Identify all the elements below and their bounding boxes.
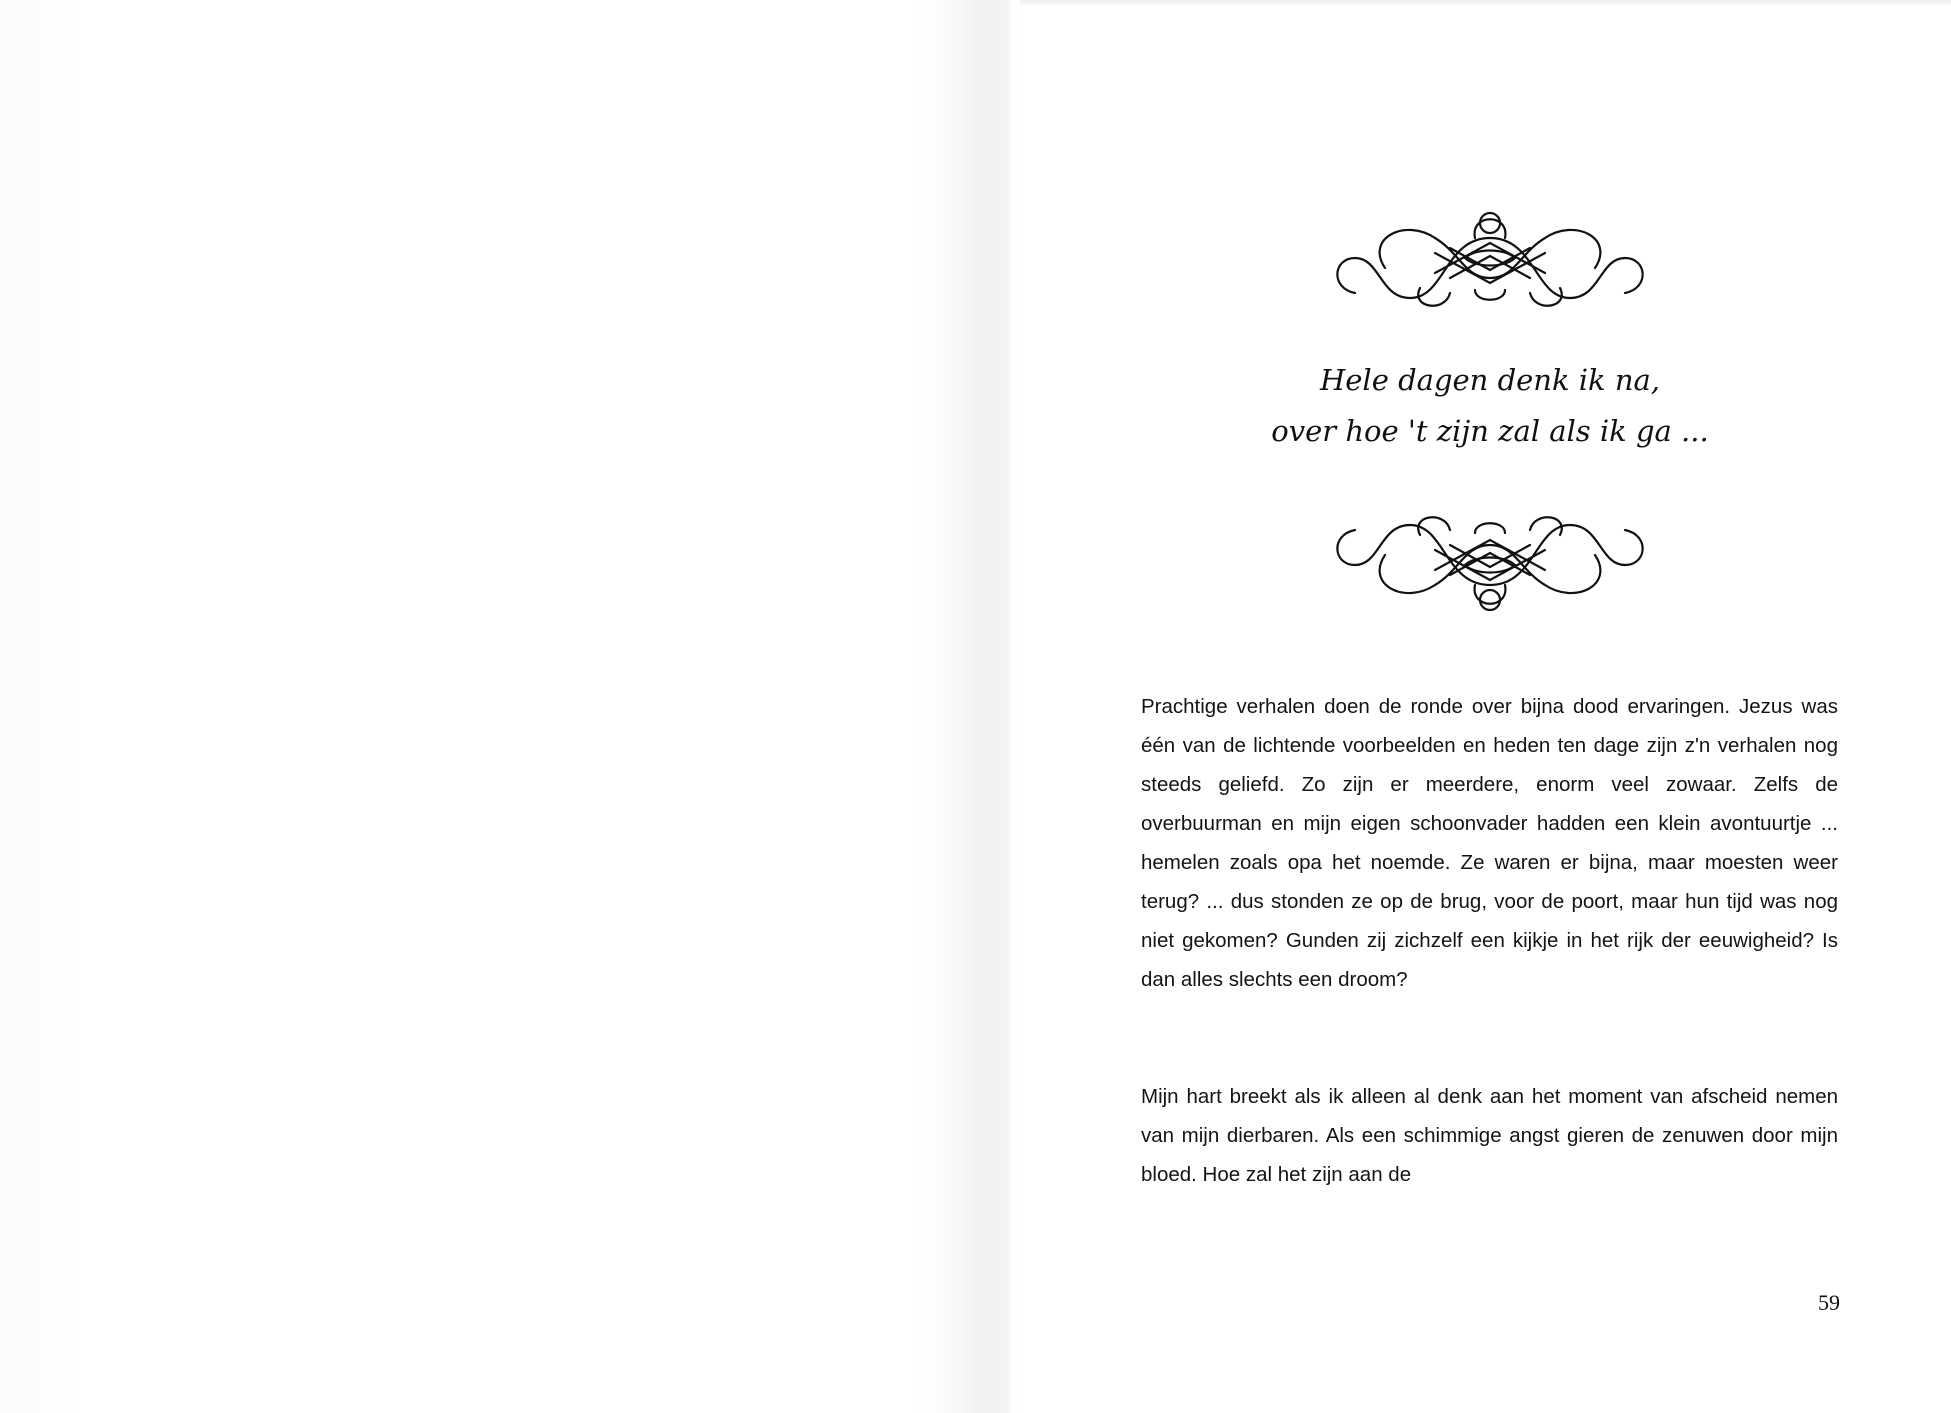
body-paragraph-2: Mijn hart breekt als ik alleen al denk aan het moment van afscheid nemen van mijn dierbaren. Als een schimmige angst gieren de zenuwen door mijn bloed. Hoe zal het zijn aan de <box>1141 1085 1838 1186</box>
flourish-top-icon <box>1325 198 1655 318</box>
book-gutter <box>940 0 1020 1413</box>
flourish-bottom-icon <box>1325 505 1655 625</box>
quote-line-2: over hoe 't zijn zal als ik ga ... <box>1271 414 1709 448</box>
quote-line-1: Hele dagen denk ik na, <box>1319 363 1661 397</box>
quote-block <box>1180 355 1800 457</box>
page-number: 59 <box>1818 1290 1840 1315</box>
page-edge-shadow <box>1020 0 1951 6</box>
body-paragraph-1: Prachtige verhalen doen de ronde over bijna dood ervaringen. Jezus was één van de lichtende voorbeelden en heden ten dage zijn z'n verhalen nog steeds geliefd. Zo zijn er meerdere, enorm veel zowaar. Zelfs de overbuurman en mijn eigen schoonvader hadden een klein avontuurtje ... hemelen zoals opa het noemde. Ze waren er bijna, maar moesten weer terug? ... dus stonden ze op de brug, voor de poort, maar hun tijd was nog niet gekomen? Gunden zij zichzelf een kijkje in het rijk der eeuwigheid? Is dan alles slechts een droom? <box>1141 695 1838 991</box>
